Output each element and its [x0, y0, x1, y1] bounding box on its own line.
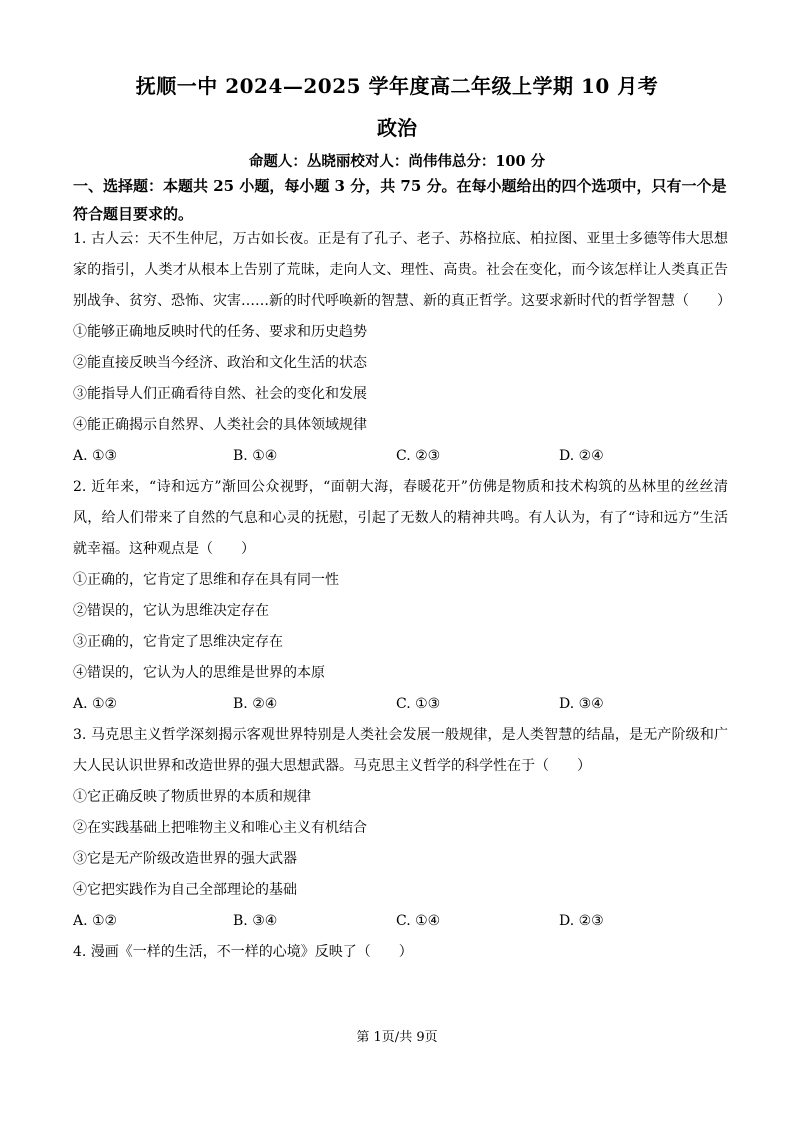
statement: ①它正确反映了物质世界的本质和规律: [73, 789, 311, 805]
statement: ②能直接反映当今经济、政治和文化生活的状态: [73, 355, 367, 371]
question-1: [73, 224, 731, 472]
question-stem: 4. 漫画《一样的生活，不一样的心境》反映了（ ）: [73, 944, 413, 960]
statement: ③正确的，它肯定了思维决定存在: [73, 634, 283, 650]
statement: ④错误的，它认为人的思维是世界的本原: [73, 665, 325, 681]
option-d[interactable]: D. ②③: [559, 913, 604, 929]
subject-title: 政治: [377, 116, 417, 140]
statement: ④它把实践作为自己全部理论的基础: [73, 882, 297, 898]
answer-options: [73, 441, 728, 472]
statement: ①正确的，它肯定了思维和存在具有同一性: [73, 572, 339, 588]
option-c[interactable]: C. ①④: [396, 913, 441, 929]
question-stem: 1. 古人云：天不生仲尼，万古如长夜。正是有了孔子、老子、苏格拉底、柏拉图、亚里士多德等伟大思想家的指引，人类才从根本上告别了荒昧，走向人文、理性、高贵。社会在变化，而今该怎样让人类真正告别战争、贫穷、恐怖、灾害……新的时代呼唤新的智慧、新的真正哲学。这要求新时代的哲学智慧（ ）: [73, 231, 731, 309]
statement: ①能够正确地反映时代的任务、要求和历史趋势: [73, 324, 367, 340]
question-stem: 3. 马克思主义哲学深刻揭示客观世界特别是人类社会发展一般规律，是人类智慧的结晶，是无产阶级和广大人民认识世界和改造世界的强大思想武器。马克思主义哲学的科学性在于（ ）: [73, 727, 728, 774]
question-4: [73, 937, 728, 968]
statement: ②错误的，它认为思维决定存在: [73, 603, 269, 619]
questions-body: [73, 224, 731, 968]
option-c[interactable]: C. ①③: [396, 696, 441, 712]
question-3: [73, 720, 728, 937]
option-a[interactable]: A. ①②: [73, 913, 118, 929]
answer-options: [73, 906, 728, 937]
statement: ③能指导人们正确看待自然、社会的变化和发展: [73, 386, 367, 402]
answer-options: [73, 689, 728, 720]
option-b[interactable]: B. ③④: [233, 913, 278, 929]
section-heading: 一、选择题：本题共 25 小题，每小题 3 分，共 75 分。在每小题给出的四个选项中，只有一个是符合题目要求的。: [73, 177, 727, 223]
statement: ④能正确揭示自然界、人类社会的具体领域规律: [73, 417, 367, 433]
option-a[interactable]: A. ①③: [73, 448, 118, 464]
statement: ②在实践基础上把唯物主义和唯心主义有机结合: [73, 820, 367, 836]
question-stem: 2. 近年来，“诗和远方”渐回公众视野，“面朝大海，春暖花开”仿佛是物质和技术构筑的丛林里的丝丝清风，给人们带来了自然的气息和心灵的抚慰，引起了无数人的精神共鸣。有人认为，有了“诗和远方”生活就幸福。这种观点是（ ）: [73, 479, 728, 557]
option-d[interactable]: D. ③④: [559, 696, 604, 712]
option-d[interactable]: D. ②④: [559, 448, 604, 464]
option-b[interactable]: B. ①④: [233, 448, 278, 464]
option-a[interactable]: A. ①②: [73, 696, 118, 712]
exam-meta: 命题人：丛晓丽校对人：尚伟伟总分：100 分: [248, 153, 546, 170]
option-c[interactable]: C. ②③: [396, 448, 441, 464]
exam-title: 抚顺一中 2024—2025 学年度高二年级上学期 10 月考: [135, 74, 659, 98]
option-b[interactable]: B. ②④: [233, 696, 278, 712]
statement: ③它是无产阶级改造世界的强大武器: [73, 851, 297, 867]
page-footer: 第 1页/共 9页: [356, 1030, 438, 1045]
question-2: [73, 472, 728, 720]
